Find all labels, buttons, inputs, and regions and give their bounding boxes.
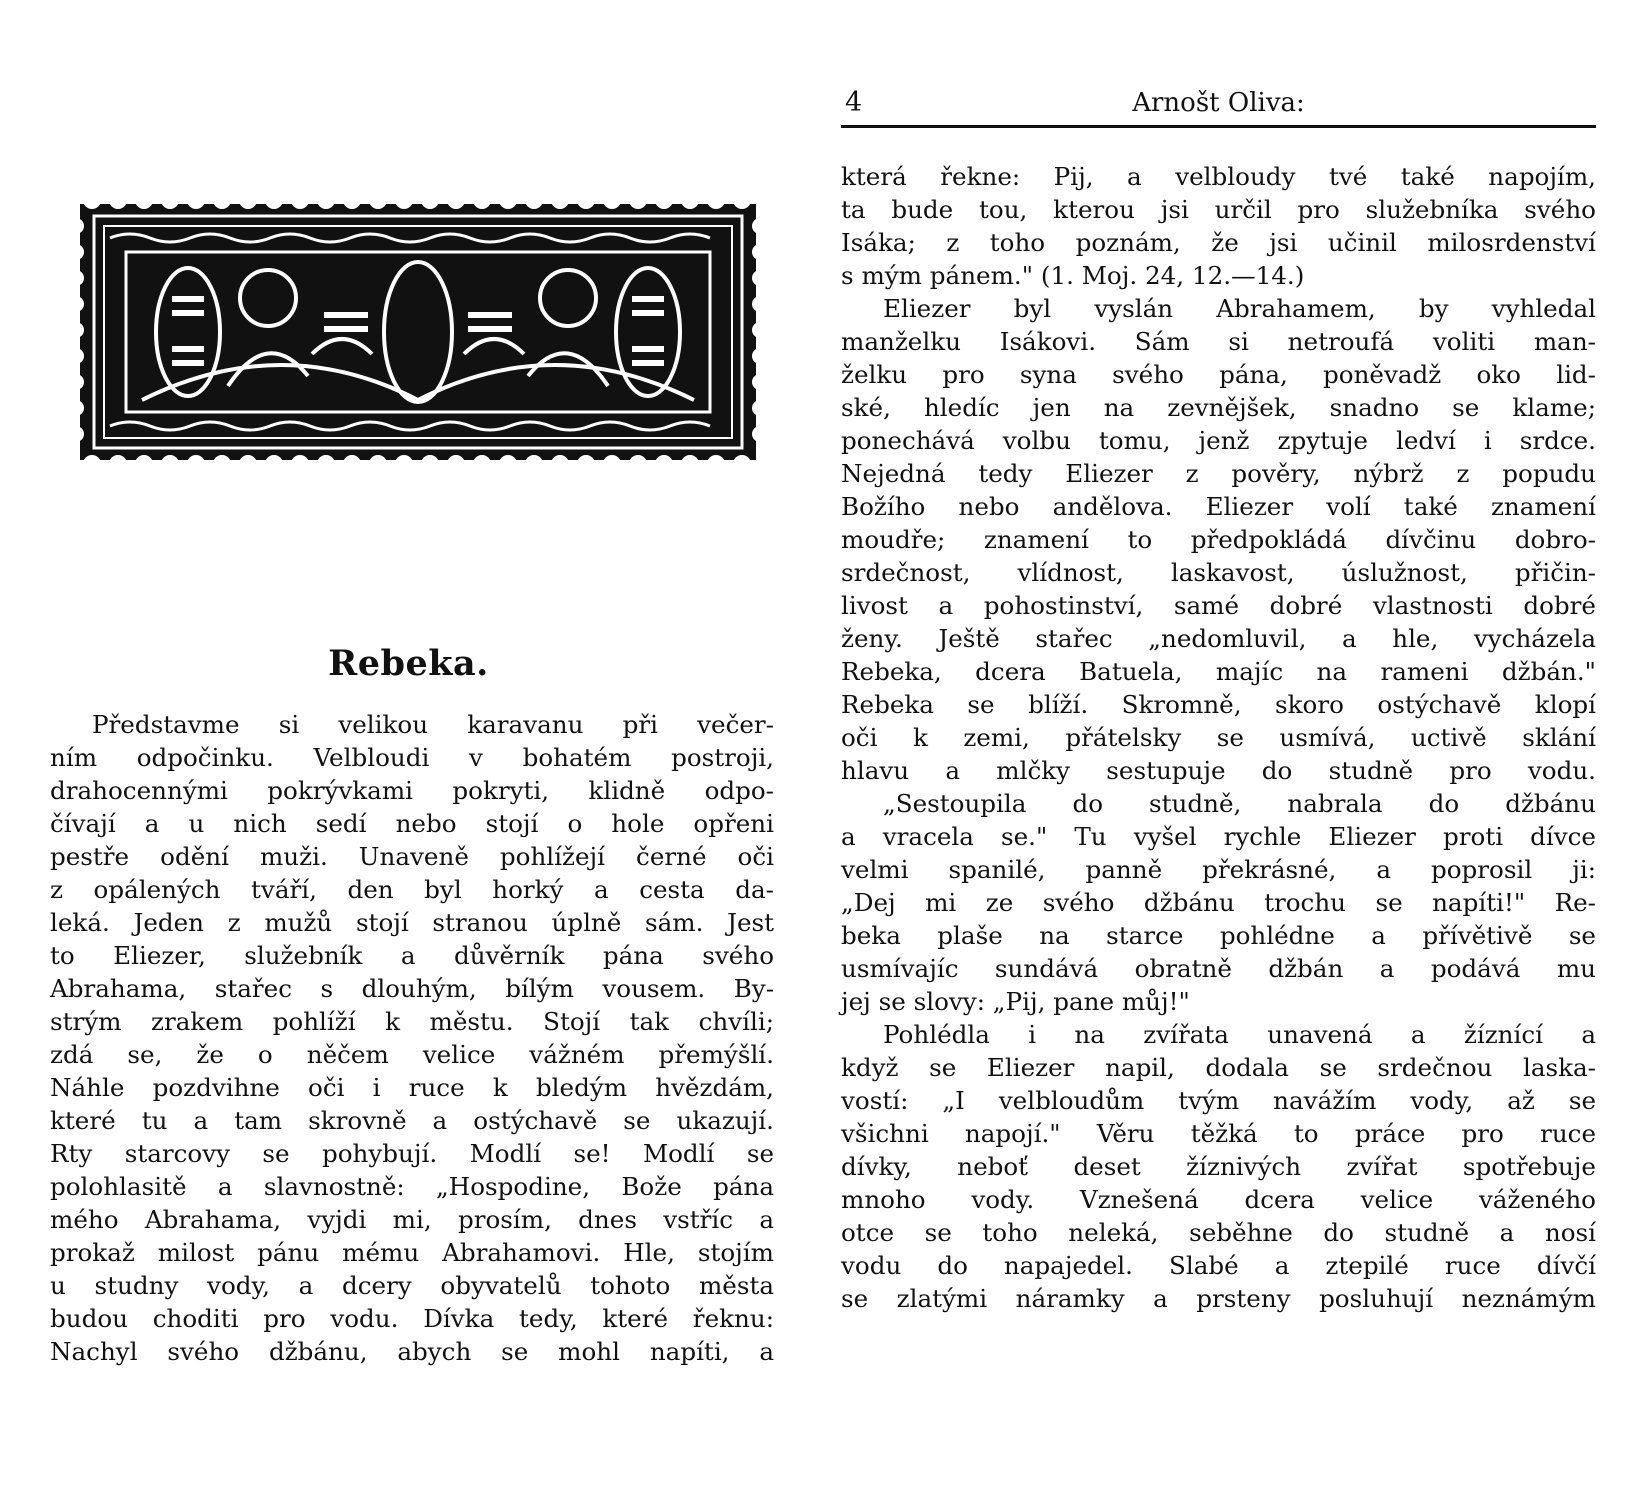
text-line: manželku Isákovi. Sám si netroufá voliti man- — [841, 327, 1596, 356]
text-line: polohlasitě a slavnostně: „Hospodine, Bože pána — [50, 1172, 774, 1201]
text-line: „Sestoupila do studně, nabrala do džbánu — [883, 789, 1596, 818]
text-line: z opálených tváří, den byl horký a cesta da- — [50, 875, 774, 904]
text-line: když se Eliezer napil, dodala se srdečnou laska- — [841, 1053, 1596, 1082]
text-line: strým zrakem pohlíží k městu. Stojí tak chvíli; — [50, 1007, 774, 1036]
text-line: Isáka; z toho poznám, že jsi učinil milosrdenství — [841, 228, 1596, 257]
text-line: které tu a tam skrovně a ostýchavě se ukazují. — [50, 1106, 774, 1135]
header-author: Arnošt Oliva: — [1132, 88, 1305, 118]
text-line: livost a pohostinství, samé dobré vlastnosti dobré — [841, 591, 1596, 620]
text-line: Rebeka se blíží. Skromně, skoro ostýchavě klopí — [841, 690, 1596, 719]
text-line: mnoho vody. Vznešená dcera velice váženého — [841, 1185, 1596, 1214]
text-line: Pohlédla i na zvířata unavená a žíznící a — [883, 1020, 1596, 1049]
text-line: všichni napojí." Věru těžká to práce pro ruce — [841, 1119, 1596, 1148]
text-line: drahocennými pokrývkami pokryti, klidně odpo- — [50, 776, 774, 805]
text-line: leká. Jeden z mužů stojí stranou úplně sám. Jest — [50, 908, 774, 937]
text-line: Náhle pozdvihne oči i ruce k bledým hvězdám, — [50, 1073, 774, 1102]
running-header — [841, 85, 1596, 128]
text-line: Nachyl svého džbánu, abych se mohl napíti, a — [50, 1337, 774, 1366]
text-line: ženy. Ještě stařec „nedomluvil, a hle, vycházela — [841, 624, 1596, 653]
text-line: „Dej mi ze svého džbánu trochu se napíti!" Re- — [841, 888, 1596, 917]
page-number: 4 — [845, 87, 863, 118]
text-line: želku pro syna svého pána, poněvadž oko lid- — [841, 360, 1596, 389]
text-line: pestře odění muži. Unaveně pohlížejí černé oči — [50, 842, 774, 871]
text-line: se zlatými náramky a prsteny posluhují neznámým — [841, 1284, 1596, 1313]
text-line: Rty starcovy se pohybují. Modlí se! Modlí se — [50, 1139, 774, 1168]
text-line: prokaž milost pánu mému Abrahamovi. Hle, stojím — [50, 1238, 774, 1267]
text-line: to Eliezer, služebník a důvěrník pána svého — [50, 941, 774, 970]
right-page-body — [841, 160, 1596, 1315]
text-line: čívají a u nich sedí nebo stojí o hole opřeni — [50, 809, 774, 838]
text-line: ské, hledíc jen na zevnějšek, snadno se klame; — [841, 393, 1596, 422]
text-line: oči k zemi, přátelsky se usmívá, uctivě sklání — [841, 723, 1596, 752]
text-line: která řekne: Pij, a velbloudy tvé také napojím, — [841, 162, 1596, 191]
text-line: otce se toho neleká, seběhne do studně a nosí — [841, 1218, 1596, 1247]
text-line: ta bude tou, kterou jsi určil pro služebníka svého — [841, 195, 1596, 224]
left-page-body — [50, 708, 774, 1368]
text-line: dívky, neboť deset žíznivých zvířat spotřebuje — [841, 1152, 1596, 1181]
text-line: vostí: „I velbloudům tvým navážím vody, až se — [841, 1086, 1596, 1115]
text-line: zdá se, že o něčem velice vážném přemýšlí. — [50, 1040, 774, 1069]
text-line: velmi spanilé, panně překrásné, a poprosil ji: — [841, 855, 1596, 884]
text-line: Představme si velikou karavanu při večer- — [92, 710, 774, 739]
text-line: moudře; znamení to předpokládá dívčinu dobro- — [841, 525, 1596, 554]
text-line: a vracela se." Tu vyšel rychle Eliezer proti dívce — [841, 822, 1596, 851]
chapter-title: Rebeka. — [328, 643, 489, 684]
text-line: ponechává volbu tomu, jenž zpytuje ledví i srdce. — [841, 426, 1596, 455]
text-line: Abrahama, stařec s dlouhým, bílým vousem. By- — [50, 974, 774, 1003]
text-line: budou choditi pro vodu. Dívka tedy, které řeknu: — [50, 1304, 774, 1333]
text-line: jej se slovy: „Pij, pane můj!" — [841, 987, 1190, 1016]
text-line: usmívajíc sundává obratně džbán a podává mu — [841, 954, 1596, 983]
decorative-ornament-header — [62, 186, 774, 478]
text-line: mého Abrahama, vyjdi mi, prosím, dnes vstříc a — [50, 1205, 774, 1234]
text-line: srdečnost, vlídnost, laskavost, úslužnost, přičin- — [841, 558, 1596, 587]
text-line: hlavu a mlčky sestupuje do studně pro vodu. — [841, 756, 1596, 785]
text-line: Nejedná tedy Eliezer z pověry, nýbrž z popudu — [841, 459, 1596, 488]
text-line: Rebeka, dcera Batuela, majíc na rameni džbán." — [841, 657, 1596, 686]
text-line: ním odpočinku. Velbloudi v bohatém postroji, — [50, 743, 774, 772]
right-page — [817, 0, 1634, 1500]
text-line: beka plaše na starce pohlédne a přívětivě se — [841, 921, 1596, 950]
text-line: u studny vody, a dcery obyvatelů tohoto města — [50, 1271, 774, 1300]
text-line: vodu do napajedel. Slabé a ztepilé ruce dívčí — [841, 1251, 1596, 1280]
text-line: Eliezer byl vyslán Abrahamem, by vyhledal — [883, 294, 1596, 323]
text-line: s mým pánem." (1. Moj. 24, 12.—14.) — [841, 261, 1305, 290]
text-line: Božího nebo andělova. Eliezer volí také znamení — [841, 492, 1596, 521]
